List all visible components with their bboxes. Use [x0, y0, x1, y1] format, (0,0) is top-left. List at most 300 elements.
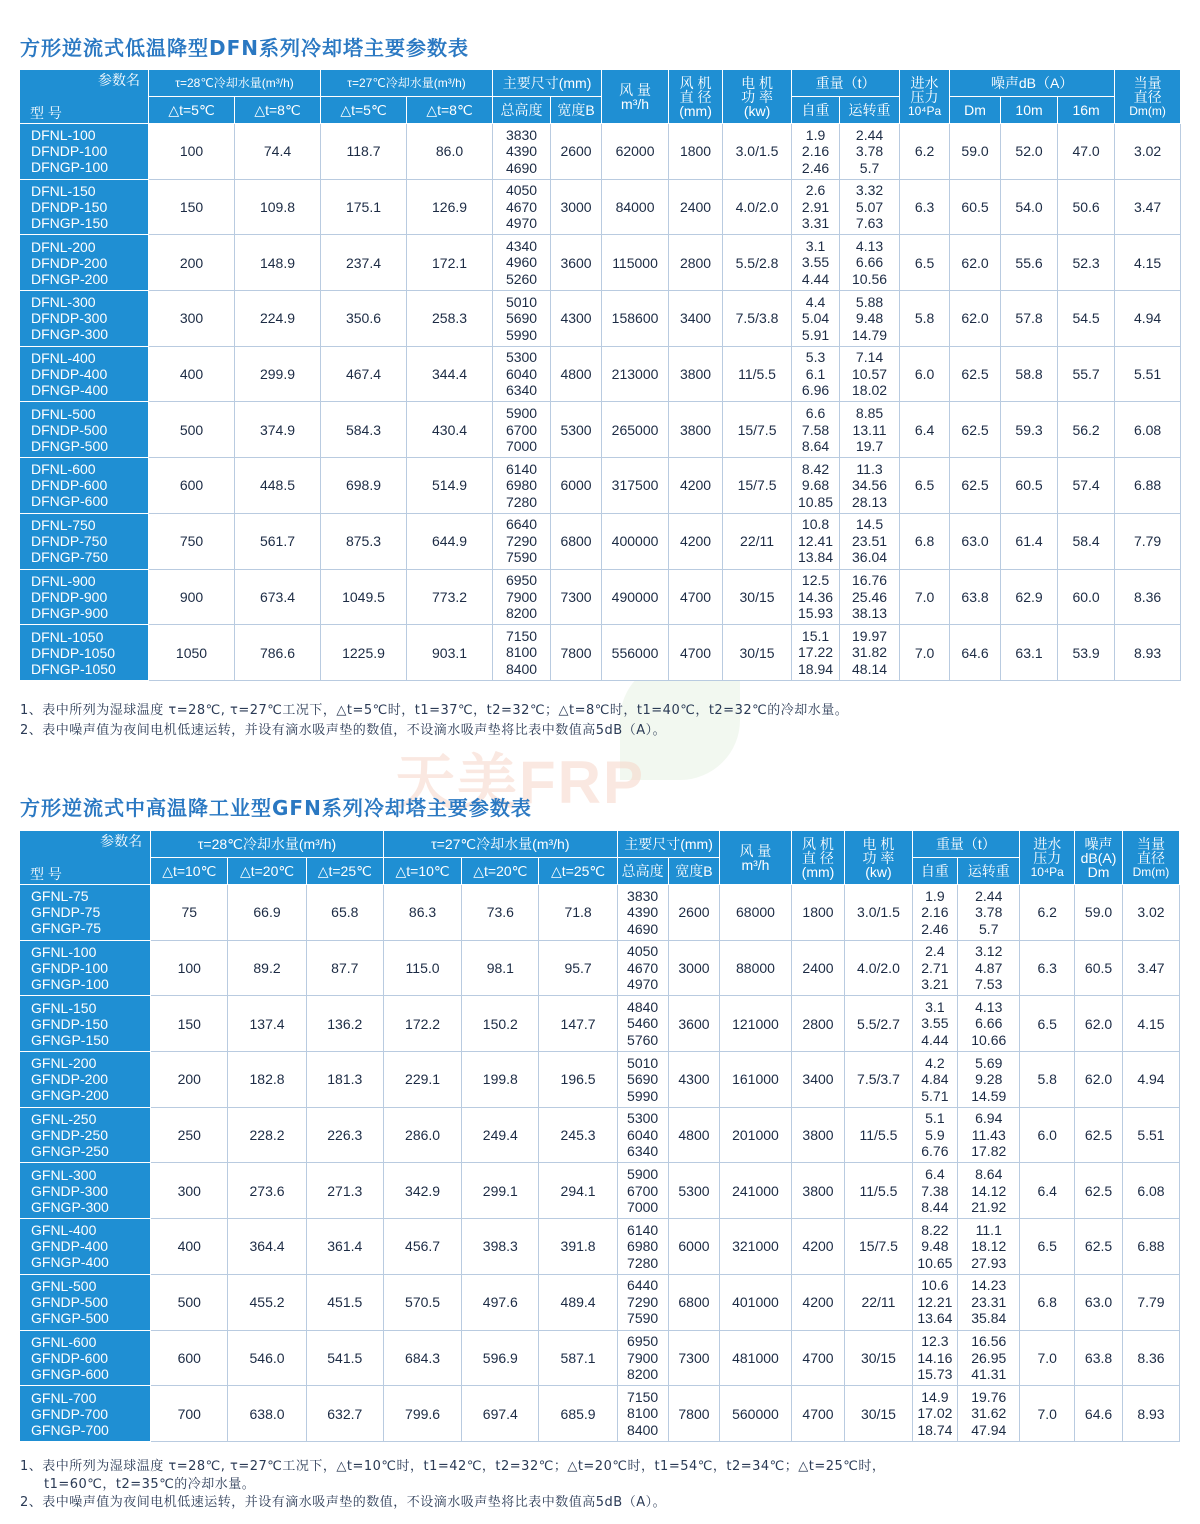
- model-names: DFNL-750 DFNDP-750 DFNGP-750: [20, 513, 149, 569]
- header-dimensions: 主要尺寸(mm): [617, 831, 720, 858]
- motor-power: 5.5/2.7: [845, 996, 912, 1052]
- flow-27-dt10: 684.3: [383, 1330, 461, 1386]
- inlet-pressure: 6.3: [1020, 940, 1075, 996]
- self-weight: 3.1 3.55 4.44: [792, 235, 840, 291]
- self-weight: 1.9 2.16 2.46: [912, 885, 958, 941]
- flow-28-dt10: 200: [151, 1052, 228, 1108]
- header-running-weight: 运转重: [958, 858, 1020, 885]
- table-row: [20, 291, 1181, 347]
- header-dimensions: 主要尺寸(mm): [493, 70, 602, 97]
- header-inlet-pressure: 进水 压力 10⁴Pa: [900, 70, 950, 124]
- inlet-pressure: 6.3: [900, 179, 950, 235]
- model-names: DFNL-500 DFNDP-500 DFNGP-500: [20, 402, 149, 458]
- header-flow-28: τ=28℃冷却水量(m³/h): [149, 70, 321, 97]
- header-fan-diameter: 风 机 直 径 (mm): [791, 831, 845, 885]
- model-names: GFNL-600 GFNDP-600 GFNGP-600: [20, 1330, 151, 1386]
- air-volume: 317500: [602, 458, 669, 514]
- flow-27-dt25: 685.9: [539, 1386, 617, 1442]
- inlet-pressure: 6.8: [1020, 1274, 1075, 1330]
- noise-10m: 62.9: [1001, 569, 1058, 625]
- self-weight: 5.1 5.9 6.76: [912, 1107, 958, 1163]
- header-noise-16m: 16m: [1058, 97, 1115, 124]
- equivalent-diameter: 4.15: [1115, 235, 1181, 291]
- model-names: DFNL-400 DFNDP-400 DFNGP-400: [20, 346, 149, 402]
- air-volume: 265000: [602, 402, 669, 458]
- flow-27-dt10: 799.6: [383, 1386, 461, 1442]
- flow-28-dt8: 224.9: [235, 291, 321, 347]
- motor-power: 15/7.5: [845, 1219, 912, 1275]
- inlet-pressure: 6.0: [1020, 1107, 1075, 1163]
- air-volume: 481000: [720, 1330, 791, 1386]
- noise-dm: 62.0: [950, 235, 1001, 291]
- model-names: GFNL-150 GFNDP-150 GFNGP-150: [20, 996, 151, 1052]
- header-fan-diameter: 风 机 直 径 (mm): [669, 70, 723, 124]
- flow-28-dt20: 137.4: [228, 996, 306, 1052]
- width-b: 7300: [668, 1330, 720, 1386]
- header-flow-27: τ=27℃冷却水量(m³/h): [321, 70, 493, 97]
- total-height: 6440 7290 7590: [617, 1274, 668, 1330]
- flow-27-dt25: 294.1: [539, 1163, 617, 1219]
- flow-27-dt5: 467.4: [321, 346, 407, 402]
- flow-28-dt10: 400: [151, 1219, 228, 1275]
- header-noise-10m: 10m: [1001, 97, 1058, 124]
- motor-power: 7.5/3.8: [723, 291, 792, 347]
- air-volume: 121000: [720, 996, 791, 1052]
- table-row: [20, 1386, 1180, 1442]
- model-names: DFNL-600 DFNDP-600 DFNGP-600: [20, 458, 149, 514]
- flow-27-dt8: 258.3: [407, 291, 493, 347]
- equivalent-diameter: 8.36: [1122, 1330, 1179, 1386]
- self-weight: 10.8 12.41 13.84: [792, 513, 840, 569]
- flow-27-dt10: 115.0: [383, 940, 461, 996]
- table-row: [20, 513, 1181, 569]
- header-flow-28: τ=28℃冷却水量(m³/h): [151, 831, 384, 858]
- running-weight: 3.12 4.87 7.53: [958, 940, 1020, 996]
- flow-27-dt20: 697.4: [462, 1386, 539, 1442]
- model-names: DFNL-200 DFNDP-200 DFNGP-200: [20, 235, 149, 291]
- header-height: 总高度: [617, 858, 668, 885]
- header-dt8-27: △t=8℃: [407, 97, 493, 124]
- header-width: 宽度B: [668, 858, 720, 885]
- air-volume: 400000: [602, 513, 669, 569]
- header-weight: 重量（t）: [912, 831, 1020, 858]
- flow-28-dt10: 300: [151, 1163, 228, 1219]
- table-row: [20, 1052, 1180, 1108]
- inlet-pressure: 6.5: [1020, 996, 1075, 1052]
- running-weight: 8.64 14.12 21.92: [958, 1163, 1020, 1219]
- inlet-pressure: 6.4: [900, 402, 950, 458]
- flow-28-dt25: 87.7: [306, 940, 383, 996]
- watermark-logo: 天美FRP: [395, 749, 645, 816]
- table-row: [20, 235, 1181, 291]
- motor-power: 3.0/1.5: [723, 124, 792, 180]
- header-noise-dm: Dm: [950, 97, 1001, 124]
- width-b: 6800: [668, 1274, 720, 1330]
- inlet-pressure: 7.0: [900, 625, 950, 681]
- flow-28-dt8: 299.9: [235, 346, 321, 402]
- flow-28-dt8: 148.9: [235, 235, 321, 291]
- equivalent-diameter: 3.02: [1115, 124, 1181, 180]
- total-height: 6950 7900 8200: [493, 569, 551, 625]
- equivalent-diameter: 7.79: [1115, 513, 1181, 569]
- noise-10m: 63.1: [1001, 625, 1058, 681]
- equivalent-diameter: 3.02: [1122, 885, 1179, 941]
- motor-power: 3.0/1.5: [845, 885, 912, 941]
- inlet-pressure: 6.4: [1020, 1163, 1075, 1219]
- header-inlet-pressure: 进水 压力 10⁴Pa: [1020, 831, 1075, 885]
- noise-dm: 62.5: [950, 346, 1001, 402]
- fan-diameter: 4700: [791, 1386, 845, 1442]
- flow-27-dt10: 456.7: [383, 1219, 461, 1275]
- model-names: GFNL-700 GFNDP-700 GFNGP-700: [20, 1386, 151, 1442]
- self-weight: 2.6 2.91 3.31: [792, 179, 840, 235]
- flow-28-dt8: 109.8: [235, 179, 321, 235]
- air-volume: 158600: [602, 291, 669, 347]
- noise-dm: 64.6: [950, 625, 1001, 681]
- noise-dm: 63.0: [950, 513, 1001, 569]
- width-b: 3600: [668, 996, 720, 1052]
- flow-27-dt25: 587.1: [539, 1330, 617, 1386]
- running-weight: 11.1 18.12 27.93: [958, 1219, 1020, 1275]
- fan-diameter: 4700: [669, 625, 723, 681]
- fan-diameter: 3800: [669, 346, 723, 402]
- total-height: 7150 8100 8400: [493, 625, 551, 681]
- noise-dm: 63.0: [1075, 1274, 1123, 1330]
- header-model-label: 型 号: [30, 866, 62, 882]
- header-dt10-27: △t=10℃: [383, 858, 461, 885]
- table-row: [20, 179, 1181, 235]
- equivalent-diameter: 6.08: [1115, 402, 1181, 458]
- flow-27-dt5: 1225.9: [321, 625, 407, 681]
- noise-dm: 59.0: [950, 124, 1001, 180]
- model-names: GFNL-400 GFNDP-400 GFNGP-400: [20, 1219, 151, 1275]
- flow-28-dt10: 250: [151, 1107, 228, 1163]
- table-row: [20, 1330, 1180, 1386]
- table-row: [20, 996, 1180, 1052]
- flow-28-dt5: 900: [149, 569, 235, 625]
- width-b: 6000: [551, 458, 602, 514]
- self-weight: 10.6 12.21 13.64: [912, 1274, 958, 1330]
- fan-diameter: 2800: [669, 235, 723, 291]
- noise-16m: 57.4: [1058, 458, 1115, 514]
- equivalent-diameter: 6.88: [1122, 1219, 1179, 1275]
- header-motor-power: 电 机 功 率 (kw): [723, 70, 792, 124]
- flow-27-dt25: 95.7: [539, 940, 617, 996]
- table-row: [20, 402, 1181, 458]
- header-param-label: 参数名: [98, 72, 140, 88]
- flow-27-dt8: 903.1: [407, 625, 493, 681]
- air-volume: 241000: [720, 1163, 791, 1219]
- inlet-pressure: 6.5: [1020, 1219, 1075, 1275]
- noise-10m: 60.5: [1001, 458, 1058, 514]
- noise-10m: 58.8: [1001, 346, 1058, 402]
- model-names: GFNL-300 GFNDP-300 GFNGP-300: [20, 1163, 151, 1219]
- table-row: [20, 885, 1180, 941]
- table2-note-1b: t1=60℃，t2=35℃的冷却水量。: [44, 1477, 256, 1492]
- noise-dm: 60.5: [1075, 940, 1123, 996]
- running-weight: 14.23 23.31 35.84: [958, 1274, 1020, 1330]
- noise-dm: 62.0: [1075, 996, 1123, 1052]
- inlet-pressure: 6.5: [900, 458, 950, 514]
- motor-power: 11/5.5: [845, 1163, 912, 1219]
- flow-27-dt10: 229.1: [383, 1052, 461, 1108]
- total-height: 4340 4960 5260: [493, 235, 551, 291]
- inlet-pressure: 7.0: [1020, 1330, 1075, 1386]
- noise-dm: 62.5: [1075, 1163, 1123, 1219]
- flow-28-dt25: 271.3: [306, 1163, 383, 1219]
- fan-diameter: 2800: [791, 996, 845, 1052]
- equivalent-diameter: 4.94: [1115, 291, 1181, 347]
- model-names: DFNL-300 DFNDP-300 DFNGP-300: [20, 291, 149, 347]
- header-dt10-28: △t=10℃: [151, 858, 228, 885]
- width-b: 3000: [668, 940, 720, 996]
- air-volume: 62000: [602, 124, 669, 180]
- noise-10m: 52.0: [1001, 124, 1058, 180]
- header-air-volume: 风 量 m³/h: [602, 70, 669, 124]
- flow-28-dt5: 1050: [149, 625, 235, 681]
- flow-27-dt5: 584.3: [321, 402, 407, 458]
- self-weight: 4.2 4.84 5.71: [912, 1052, 958, 1108]
- header-running-weight: 运转重: [840, 97, 900, 124]
- flow-28-dt20: 638.0: [228, 1386, 306, 1442]
- noise-16m: 52.3: [1058, 235, 1115, 291]
- model-names: GFNL-250 GFNDP-250 GFNGP-250: [20, 1107, 151, 1163]
- header-equivalent-diameter: 当量 直径 Dm(m): [1122, 831, 1179, 885]
- header-height: 总高度: [493, 97, 551, 124]
- fan-diameter: 4200: [791, 1219, 845, 1275]
- air-volume: 161000: [720, 1052, 791, 1108]
- width-b: 3000: [551, 179, 602, 235]
- flow-28-dt20: 546.0: [228, 1330, 306, 1386]
- air-volume: 213000: [602, 346, 669, 402]
- flow-28-dt5: 750: [149, 513, 235, 569]
- fan-diameter: 3400: [791, 1052, 845, 1108]
- width-b: 6800: [551, 513, 602, 569]
- noise-dm: 59.0: [1075, 885, 1123, 941]
- motor-power: 30/15: [845, 1386, 912, 1442]
- air-volume: 556000: [602, 625, 669, 681]
- running-weight: 19.97 31.82 48.14: [840, 625, 900, 681]
- flow-27-dt10: 570.5: [383, 1274, 461, 1330]
- self-weight: 2.4 2.71 3.21: [912, 940, 958, 996]
- header-motor-power: 电 机 功 率 (kw): [845, 831, 912, 885]
- fan-diameter: 2400: [669, 179, 723, 235]
- flow-28-dt5: 200: [149, 235, 235, 291]
- noise-10m: 55.6: [1001, 235, 1058, 291]
- flow-27-dt20: 497.6: [462, 1274, 539, 1330]
- air-volume: 88000: [720, 940, 791, 996]
- total-height: 3830 4390 4690: [493, 124, 551, 180]
- table-row: [20, 458, 1181, 514]
- air-volume: 490000: [602, 569, 669, 625]
- width-b: 3600: [551, 235, 602, 291]
- width-b: 6000: [668, 1219, 720, 1275]
- flow-28-dt5: 100: [149, 124, 235, 180]
- noise-10m: 59.3: [1001, 402, 1058, 458]
- width-b: 7800: [551, 625, 602, 681]
- flow-28-dt5: 600: [149, 458, 235, 514]
- self-weight: 1.9 2.16 2.46: [792, 124, 840, 180]
- flow-28-dt25: 361.4: [306, 1219, 383, 1275]
- running-weight: 6.94 11.43 17.82: [958, 1107, 1020, 1163]
- flow-28-dt20: 182.8: [228, 1052, 306, 1108]
- flow-28-dt20: 66.9: [228, 885, 306, 941]
- table-row: [20, 569, 1181, 625]
- air-volume: 560000: [720, 1386, 791, 1442]
- self-weight: 8.22 9.48 10.65: [912, 1219, 958, 1275]
- motor-power: 11/5.5: [723, 346, 792, 402]
- noise-dm: 62.5: [1075, 1107, 1123, 1163]
- model-names: GFNL-100 GFNDP-100 GFNGP-100: [20, 940, 151, 996]
- inlet-pressure: 7.0: [1020, 1386, 1075, 1442]
- noise-dm: 62.5: [950, 458, 1001, 514]
- flow-28-dt8: 561.7: [235, 513, 321, 569]
- width-b: 4300: [551, 291, 602, 347]
- width-b: 5300: [551, 402, 602, 458]
- flow-27-dt25: 391.8: [539, 1219, 617, 1275]
- flow-28-dt5: 300: [149, 291, 235, 347]
- total-height: 5010 5690 5990: [493, 291, 551, 347]
- flow-27-dt5: 1049.5: [321, 569, 407, 625]
- flow-27-dt5: 698.9: [321, 458, 407, 514]
- flow-27-dt8: 430.4: [407, 402, 493, 458]
- flow-28-dt10: 75: [151, 885, 228, 941]
- header-model-label: 型 号: [30, 105, 62, 121]
- table1-note-2: 2、表中噪声值为夜间电机低速运转，并设有滴水吸声垫的数值，不设滴水吸声垫将比表中数值高5dB（A）。: [20, 723, 667, 738]
- running-weight: 8.85 13.11 19.7: [840, 402, 900, 458]
- flow-27-dt25: 71.8: [539, 885, 617, 941]
- flow-27-dt25: 489.4: [539, 1274, 617, 1330]
- header-corner: [20, 70, 149, 124]
- noise-16m: 53.9: [1058, 625, 1115, 681]
- table-row: [20, 1107, 1180, 1163]
- flow-27-dt8: 172.1: [407, 235, 493, 291]
- total-height: 5300 6040 6340: [493, 346, 551, 402]
- flow-28-dt20: 364.4: [228, 1219, 306, 1275]
- flow-27-dt8: 514.9: [407, 458, 493, 514]
- total-height: 7150 8100 8400: [617, 1386, 668, 1442]
- equivalent-diameter: 3.47: [1122, 940, 1179, 996]
- equivalent-diameter: 3.47: [1115, 179, 1181, 235]
- noise-16m: 50.6: [1058, 179, 1115, 235]
- flow-27-dt5: 350.6: [321, 291, 407, 347]
- inlet-pressure: 5.8: [1020, 1052, 1075, 1108]
- motor-power: 22/11: [845, 1274, 912, 1330]
- motor-power: 30/15: [723, 625, 792, 681]
- equivalent-diameter: 6.08: [1122, 1163, 1179, 1219]
- total-height: 5900 6700 7000: [493, 402, 551, 458]
- total-height: 4050 4670 4970: [493, 179, 551, 235]
- flow-28-dt25: 65.8: [306, 885, 383, 941]
- header-dt5-27: △t=5℃: [321, 97, 407, 124]
- model-names: DFNL-150 DFNDP-150 DFNGP-150: [20, 179, 149, 235]
- air-volume: 321000: [720, 1219, 791, 1275]
- flow-27-dt5: 237.4: [321, 235, 407, 291]
- self-weight: 6.4 7.38 8.44: [912, 1163, 958, 1219]
- running-weight: 2.44 3.78 5.7: [958, 885, 1020, 941]
- fan-diameter: 1800: [669, 124, 723, 180]
- motor-power: 4.0/2.0: [723, 179, 792, 235]
- inlet-pressure: 6.0: [900, 346, 950, 402]
- flow-28-dt10: 600: [151, 1330, 228, 1386]
- fan-diameter: 4200: [669, 513, 723, 569]
- total-height: 4050 4670 4970: [617, 940, 668, 996]
- table-row: [20, 124, 1181, 180]
- dfn-spec-table: [19, 69, 1181, 681]
- flow-28-dt20: 455.2: [228, 1274, 306, 1330]
- flow-27-dt10: 172.2: [383, 996, 461, 1052]
- flow-28-dt5: 400: [149, 346, 235, 402]
- width-b: 5300: [668, 1163, 720, 1219]
- model-names: DFNL-100 DFNDP-100 DFNGP-100: [20, 124, 149, 180]
- flow-27-dt20: 150.2: [462, 996, 539, 1052]
- noise-16m: 58.4: [1058, 513, 1115, 569]
- noise-dm: 62.5: [950, 402, 1001, 458]
- header-dt20-28: △t=20℃: [228, 858, 306, 885]
- model-names: DFNL-900 DFNDP-900 DFNGP-900: [20, 569, 149, 625]
- noise-16m: 55.7: [1058, 346, 1115, 402]
- flow-28-dt25: 541.5: [306, 1330, 383, 1386]
- self-weight: 8.42 9.68 10.85: [792, 458, 840, 514]
- noise-dm: 62.5: [1075, 1219, 1123, 1275]
- flow-27-dt25: 147.7: [539, 996, 617, 1052]
- fan-diameter: 3800: [791, 1163, 845, 1219]
- flow-28-dt8: 74.4: [235, 124, 321, 180]
- self-weight: 12.3 14.16 15.73: [912, 1330, 958, 1386]
- noise-dm: 63.8: [1075, 1330, 1123, 1386]
- running-weight: 14.5 23.51 36.04: [840, 513, 900, 569]
- flow-28-dt25: 451.5: [306, 1274, 383, 1330]
- inlet-pressure: 6.8: [900, 513, 950, 569]
- header-equivalent-diameter: 当量 直径 Dm(m): [1115, 70, 1181, 124]
- table2-note-1a: 1、表中所列为湿球温度 τ=28℃, τ=27℃工况下，△t=10℃时，t1=42℃，t2=32℃；△t=20℃时，t1=54℃，t2=34℃；△t=25℃时，: [20, 1459, 886, 1474]
- width-b: 7800: [668, 1386, 720, 1442]
- fan-diameter: 2400: [791, 940, 845, 996]
- flow-27-dt20: 596.9: [462, 1330, 539, 1386]
- motor-power: 11/5.5: [845, 1107, 912, 1163]
- noise-16m: 47.0: [1058, 124, 1115, 180]
- air-volume: 84000: [602, 179, 669, 235]
- running-weight: 4.13 6.66 10.56: [840, 235, 900, 291]
- header-dt20-27: △t=20℃: [462, 858, 539, 885]
- flow-27-dt8: 644.9: [407, 513, 493, 569]
- running-weight: 5.88 9.48 14.79: [840, 291, 900, 347]
- noise-dm: 63.8: [950, 569, 1001, 625]
- motor-power: 30/15: [723, 569, 792, 625]
- flow-28-dt10: 700: [151, 1386, 228, 1442]
- equivalent-diameter: 8.93: [1122, 1386, 1179, 1442]
- motor-power: 5.5/2.8: [723, 235, 792, 291]
- noise-16m: 56.2: [1058, 402, 1115, 458]
- inlet-pressure: 7.0: [900, 569, 950, 625]
- flow-27-dt10: 286.0: [383, 1107, 461, 1163]
- total-height: 3830 4390 4690: [617, 885, 668, 941]
- flow-27-dt5: 875.3: [321, 513, 407, 569]
- header-dt8-28: △t=8℃: [235, 97, 321, 124]
- air-volume: 401000: [720, 1274, 791, 1330]
- header-param-label: 参数名: [100, 833, 143, 849]
- flow-28-dt8: 673.4: [235, 569, 321, 625]
- total-height: 6140 6980 7280: [493, 458, 551, 514]
- header-noise: 噪声dB（A）: [950, 70, 1115, 97]
- equivalent-diameter: 6.88: [1115, 458, 1181, 514]
- noise-10m: 54.0: [1001, 179, 1058, 235]
- motor-power: 15/7.5: [723, 458, 792, 514]
- flow-27-dt8: 344.4: [407, 346, 493, 402]
- header-self-weight: 自重: [912, 858, 958, 885]
- running-weight: 11.3 34.56 28.13: [840, 458, 900, 514]
- noise-16m: 54.5: [1058, 291, 1115, 347]
